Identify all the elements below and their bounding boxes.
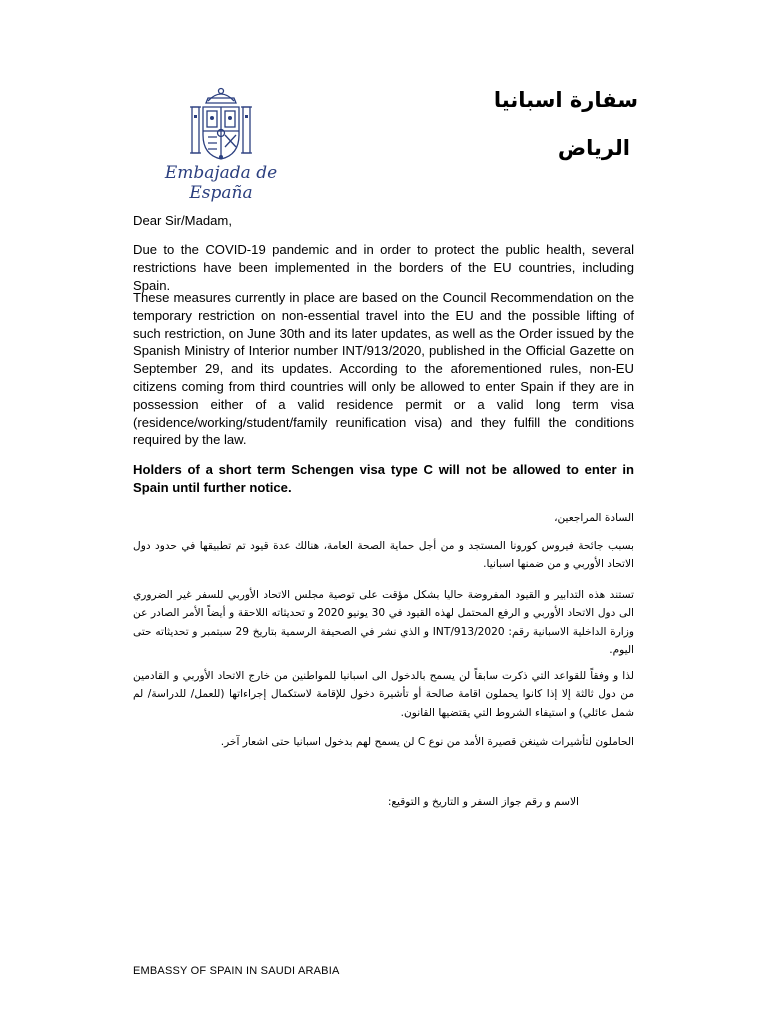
arabic-paragraph-2: تستند هذه التدابير و القيود المفروضة حاليا بشكل مؤقت على توصية مجلس الاتحاد الأوربي للسفر غير الضروري الى دول الاتحاد الأوربي و الرفع المحتمل لهذه القيود في 30 يونيو 2020 و تحديثاته اللاحقة و أيضاً الأمر الصادر عن وزارة الداخلية الاسبانية رقم: INT/913/2020 و الذي نشر في الصحيفة الرسمية بتاريخ 29 سبتمبر و تحديثاته حتى اليوم. [133, 589, 634, 656]
signature-line: الاسم و رقم جواز السفر و التاريخ و التوقيع: [387, 796, 579, 808]
arabic-salutation: السادة المراجعين، [554, 512, 634, 524]
english-paragraph-1: Due to the COVID-19 pandemic and in order to protect the public health, several restrictions have been implemented in the borders of the EU countries, including Spain. [133, 242, 634, 293]
embassy-logo [140, 85, 302, 203]
city-title-arabic: الرياض [557, 136, 630, 160]
embassy-logo-text: Embajada de España [164, 163, 278, 203]
coat-of-arms-icon [184, 85, 258, 165]
english-salutation: Dear Sir/Madam, [133, 213, 232, 228]
arabic-paragraph-1: بسبب جائحة فيروس كورونا المستجد و من أجل حماية الصحة العامة، هنالك عدة قيود تم تطبيقها في حدود دول الاتحاد الأوربي و من ضمنها اسبانيا. [133, 540, 634, 571]
document-footer: EMBASSY OF SPAIN IN SAUDI ARABIA [133, 965, 340, 977]
arabic-notice: الحاملون لتأشيرات شينغن قصيرة الأمد من نوع C لن يسمح لهم بدخول اسبانيا حتى اشعار آخر. [220, 736, 634, 748]
english-paragraph-2: These measures currently in place are based on the Council Recommendation on the temporary restriction on non-essential travel into the EU and the possible lifting of such restriction, on June 30th and its later updates, as well as the Order issued by the Spanish Ministry of Interior number INT/913/2020, published in the Official Gazette on September 29, and its updates. According to the aforementioned rules, non-EU citizens coming from third countries will only be allowed to enter Spain if they are in possession either of a valid residence permit or a valid long term visa (residence/working/student/family reunification visa) and they fulfill the conditions required by the law. [133, 290, 634, 448]
embassy-title-arabic: سفارة اسبانيا [493, 88, 638, 112]
arabic-paragraph-3: لذا و وفقاً للقواعد التي ذكرت سابقاً لن يسمح بالدخول الى اسبانيا للمواطنين من خارج الاتحاد الأوربي و القادمين من دول ثالثة إلا إذا كانوا يحملون اقامة صالحة أو تأشيرة دخول للإقامة لاستكمال إجراءاتها (للعمل/ للدراسة/ لم شمل عائلي) و استيفاء الشروط التي يقتضيها القانون. [133, 670, 634, 719]
english-notice: Holders of a short term Schengen visa type C will not be allowed to enter in Spain until further notice. [133, 462, 634, 495]
